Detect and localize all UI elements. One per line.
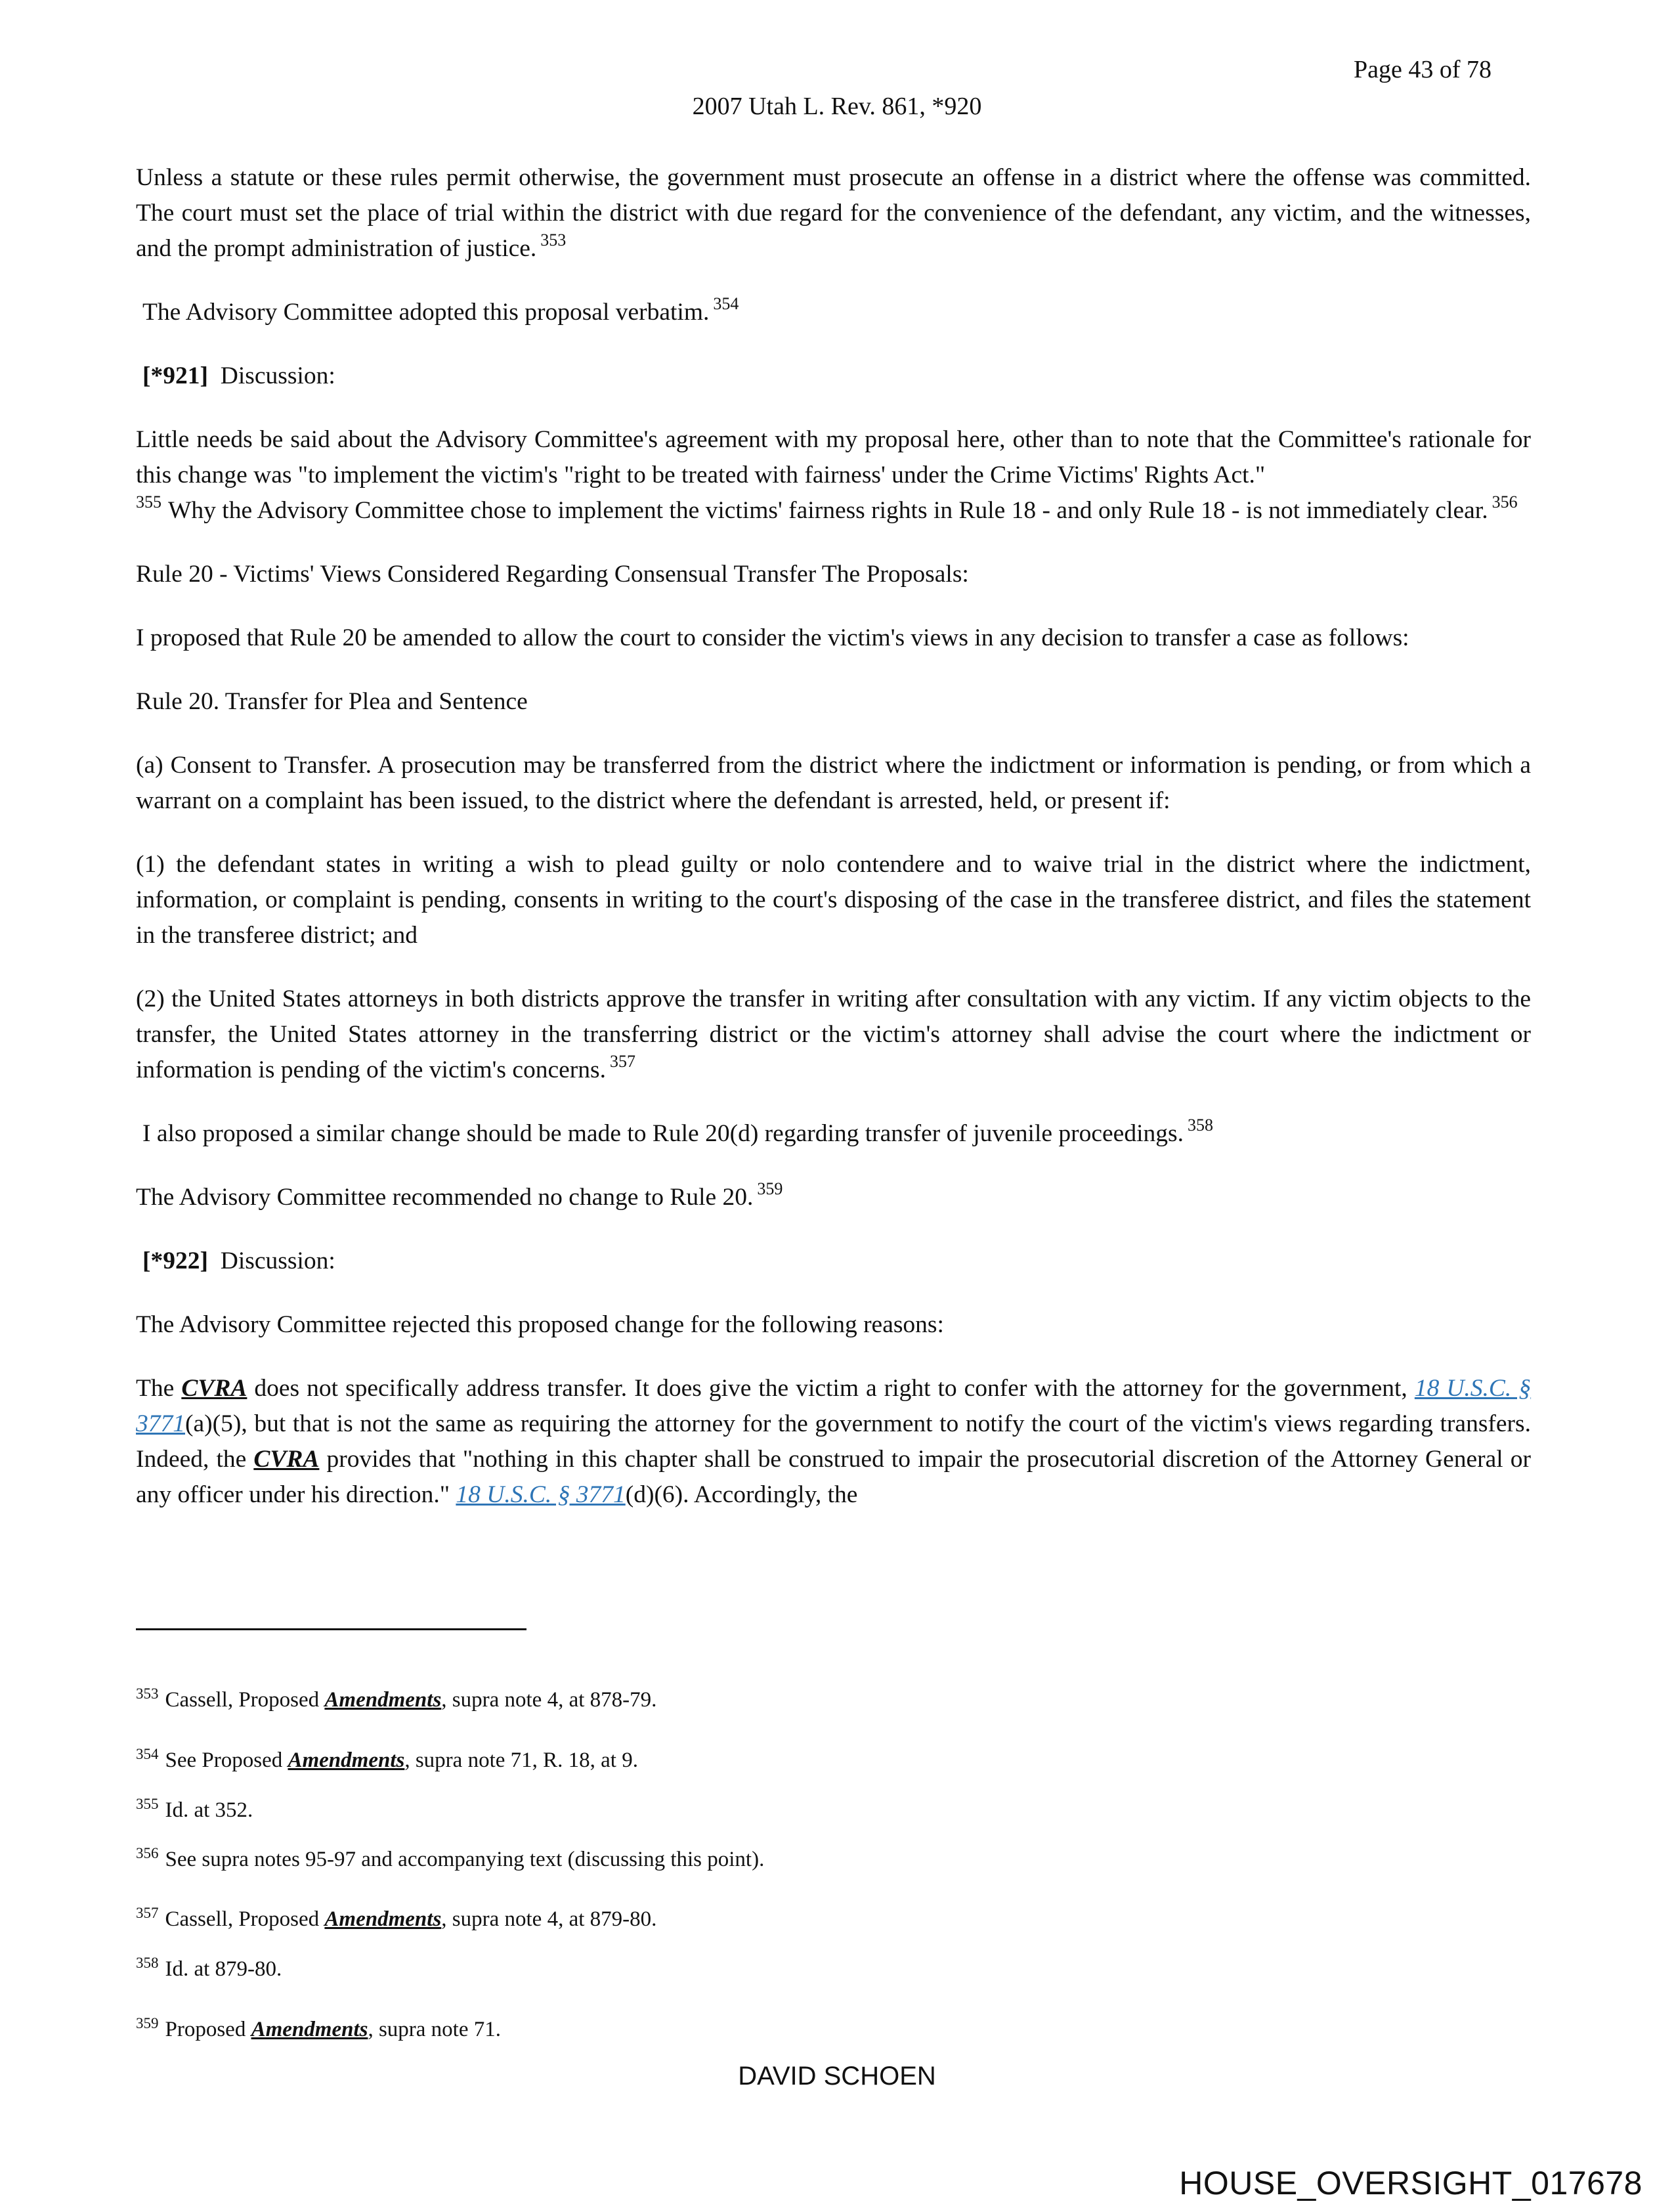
amendments-link[interactable]: Amendments bbox=[324, 1688, 442, 1712]
footnote-357 bbox=[136, 1900, 656, 1932]
footnote-number: 355 bbox=[136, 1796, 159, 1812]
star-page-922: [*922] bbox=[142, 1247, 208, 1274]
paragraph-rule-20-heading: Rule 20 - Victims' Views Considered Regarding Consensual Transfer The Proposals: bbox=[136, 561, 969, 588]
page-number: Page 43 of 78 bbox=[1354, 56, 1492, 83]
footer-author-name: DAVID SCHOEN bbox=[738, 2062, 936, 2091]
footnote-ref-357[interactable]: 357 bbox=[609, 1052, 635, 1071]
paragraph-text: Discussion: bbox=[220, 1247, 335, 1274]
footnote-ref-355[interactable]: 355 bbox=[136, 492, 161, 511]
paragraph-subsection-1: (1) the defendant states in writing a wish to plead guilty or nolo contendere and to waive trial in the district where the indictment, information, or complaint is pending, consents in writing to the court's disposing of the case in the transferee district, and files the statement in the transferee district; and bbox=[136, 851, 1531, 949]
cvra-link[interactable]: CVRA bbox=[253, 1446, 320, 1473]
footnote-text: , supra note 4, at 879-80. bbox=[441, 1907, 657, 1931]
footnote-355 bbox=[136, 1791, 253, 1823]
paragraph-subsection-2 bbox=[136, 982, 1531, 1088]
paragraph-discussion-922 bbox=[136, 1244, 1531, 1279]
footnote-text: See supra notes 95-97 and accompanying text (discussing this point). bbox=[165, 1848, 765, 1871]
footnote-number: 356 bbox=[136, 1845, 159, 1861]
paragraph-proposal: I proposed that Rule 20 be amended to allow the court to consider the victim's views in any decision to transfer a case as follows: bbox=[136, 624, 1409, 651]
footnote-ref-354[interactable]: 354 bbox=[713, 294, 739, 313]
paragraph-text: provides that "nothing in this chapter shall be construed to impair the prosecutorial discretion of the Attorney General or any officer under his direction." bbox=[136, 1446, 1532, 1508]
paragraph-rule-20-title: Rule 20. Transfer for Plea and Sentence bbox=[136, 688, 528, 715]
footnote-ref-353[interactable]: 353 bbox=[540, 230, 567, 249]
paragraph-text: Why the Advisory Committee chose to implement the victims' fairness rights in Rule 18 - and only Rule 18 - is not immediately clear. bbox=[168, 497, 1488, 524]
paragraph-text: The Advisory Committee adopted this proposal verbatim. bbox=[142, 299, 710, 326]
footnote-358 bbox=[136, 1950, 282, 1982]
star-page-921: [*921] bbox=[142, 362, 208, 389]
usc-3771-link[interactable]: 18 U.S.C. § 3771 bbox=[456, 1481, 626, 1508]
paragraph-discussion-921 bbox=[136, 358, 1531, 394]
paragraph-text: does not specifically address transfer. It does give the victim a right to confer with the attorney for the government, bbox=[254, 1375, 1407, 1402]
amendments-link[interactable]: Amendments bbox=[324, 1907, 442, 1931]
footnote-number: 357 bbox=[136, 1905, 159, 1921]
amendments-link[interactable]: Amendments bbox=[288, 1748, 405, 1772]
footnote-text: See Proposed bbox=[165, 1748, 283, 1772]
paragraph-text: The bbox=[136, 1375, 175, 1402]
footnote-text: Proposed bbox=[165, 2018, 246, 2041]
paragraph-adopted bbox=[136, 295, 1531, 330]
footnote-text: Id. at 879-80. bbox=[165, 1957, 282, 1981]
paragraph-cvra bbox=[136, 1371, 1531, 1513]
paragraph-text: (a)(5), but that is not the same as requiring the attorney for the government to notify the court of the victim's views regarding transfers. Indeed, the bbox=[136, 1410, 1531, 1473]
paragraph-juvenile bbox=[136, 1116, 1531, 1152]
footnote-354 bbox=[136, 1741, 638, 1773]
paragraph-text: (d)(6). Accordingly, the bbox=[625, 1481, 858, 1508]
paragraph-no-change bbox=[136, 1180, 1531, 1215]
footnote-number: 354 bbox=[136, 1746, 159, 1762]
footnote-356 bbox=[136, 1840, 764, 1873]
paragraph-text: I also proposed a similar change should be made to Rule 20(d) regarding transfer of juvenile proceedings. bbox=[142, 1120, 1184, 1147]
paragraph-consent-to-transfer: (a) Consent to Transfer. A prosecution may be transferred from the district where the indictment or information is pending, or from which a warrant on a complaint has been issued, to the district where the defendant is arrested, held, or present if: bbox=[136, 752, 1531, 814]
paragraph-rule-18-text bbox=[136, 160, 1531, 267]
footnote-ref-358[interactable]: 358 bbox=[1187, 1116, 1213, 1135]
footnote-text: Id. at 352. bbox=[165, 1798, 253, 1822]
footnote-text: Cassell, Proposed bbox=[165, 1688, 320, 1712]
footnote-text: , supra note 71. bbox=[368, 2018, 501, 2041]
paragraph-rationale bbox=[136, 422, 1531, 529]
bates-number: HOUSE_OVERSIGHT_017678 bbox=[1179, 2165, 1642, 2201]
footnote-number: 358 bbox=[136, 1955, 159, 1971]
footnote-text: , supra note 4, at 878-79. bbox=[441, 1688, 657, 1712]
paragraph-text: Discussion: bbox=[220, 362, 335, 389]
footnote-text: , supra note 71, R. 18, at 9. bbox=[404, 1748, 638, 1772]
footnote-text: Cassell, Proposed bbox=[165, 1907, 320, 1931]
paragraph-text: Little needs be said about the Advisory Committee's agreement with my proposal here, other than to note that the Committee's rationale for this change was "to implement the victim's "right to be treated with fairness' under the Crime Victims' Rights Act." bbox=[136, 426, 1531, 488]
footnote-353 bbox=[136, 1681, 656, 1713]
footnote-359 bbox=[136, 2010, 501, 2043]
document-body bbox=[136, 160, 1531, 1541]
cvra-link[interactable]: CVRA bbox=[181, 1375, 247, 1402]
footnote-number: 353 bbox=[136, 1685, 159, 1702]
paragraph-text: Unless a statute or these rules permit otherwise, the government must prosecute an offense in a district where the offense was committed. The court must set the place of trial within the district with due regard for the convenience of the defendant, any victim, and the witnesses, and the prompt administration of justice. bbox=[136, 164, 1531, 262]
paragraph-text: The Advisory Committee recommended no change to Rule 20. bbox=[136, 1184, 754, 1211]
footnote-divider bbox=[136, 1628, 526, 1630]
footnote-ref-356[interactable]: 356 bbox=[1492, 492, 1518, 511]
footnote-ref-359[interactable]: 359 bbox=[757, 1179, 783, 1198]
paragraph-rejected: The Advisory Committee rejected this proposed change for the following reasons: bbox=[136, 1311, 944, 1338]
usc-3771-link[interactable]: 18 U.S.C. § 3771 bbox=[136, 1375, 1532, 1437]
amendments-link[interactable]: Amendments bbox=[251, 2018, 368, 2041]
footnote-number: 359 bbox=[136, 2015, 159, 2031]
running-head-citation: 2007 Utah L. Rev. 861, *920 bbox=[692, 93, 982, 120]
paragraph-text: (2) the United States attorneys in both districts approve the transfer in writing after consultation with any victim. If any victim objects to the transfer, the United States attorney in the transferring district or the victim's attorney shall advise the court where the indictment or information is pending of the victim's concerns. bbox=[136, 986, 1531, 1083]
